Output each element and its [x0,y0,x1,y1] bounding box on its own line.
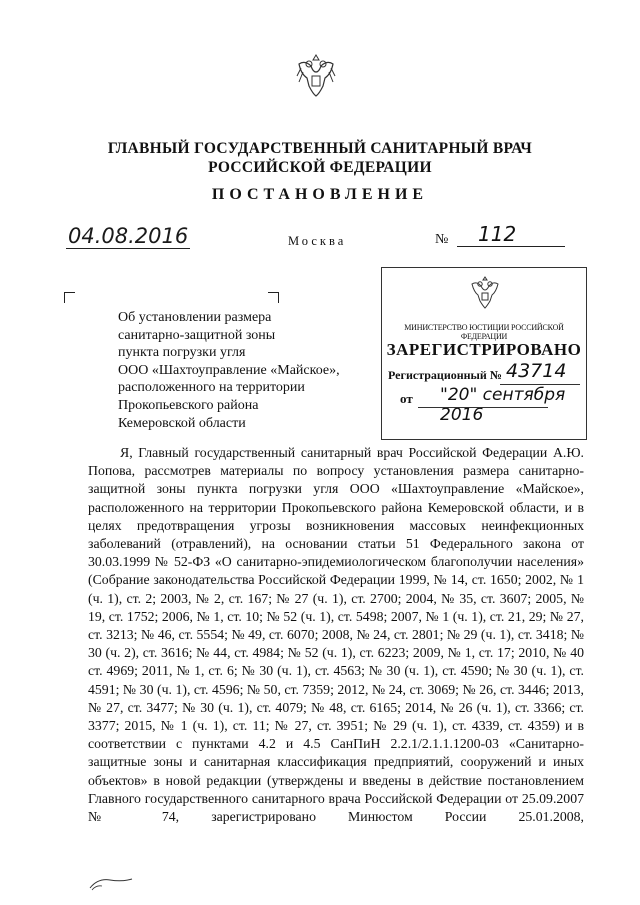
subject-corner-right [268,292,279,303]
issuer-country: РОССИЙСКОЙ ФЕДЕРАЦИИ [208,159,432,176]
signature-mark-icon [88,876,134,892]
subject-line: Кемеровской области [118,415,246,431]
number-underline [457,246,565,247]
document-type: ПОСТАНОВЛЕНИЕ [211,186,429,203]
stamp-registered: ЗАРЕГИСТРИРОВАНО [386,340,582,359]
coat-of-arms-icon [293,52,339,100]
registration-stamp [381,267,587,440]
subject-line: санитарно-защитной зоны [118,327,276,343]
document-city: Москва [288,234,347,248]
stamp-emblem-icon [468,276,502,310]
body-text [88,444,584,826]
stamp-date: "20" сентября 2016 [440,385,566,425]
document-number: 112 [478,222,517,246]
subject-block [118,309,340,432]
subject-line: Прокопьевского района [118,397,259,413]
number-label: № [435,232,449,247]
stamp-date-underline [418,407,548,408]
subject-line: пункта погрузки угля [118,345,246,361]
document-date: 04.08.2016 [68,224,189,248]
stamp-from-label: от [400,391,413,406]
subject-line: расположенного на территории [118,380,305,396]
stamp-number-label: Регистрационный № [388,368,502,382]
stamp-number: 43714 [506,360,567,382]
subject-corner-left [64,292,75,303]
issuer-title: ГЛАВНЫЙ ГОСУДАРСТВЕННЫЙ САНИТАРНЫЙ ВРАЧ [107,140,533,157]
subject-line: ООО «Шахтоуправление «Майское», [118,362,340,378]
subject-line: Об установлении размера [118,310,272,325]
body-paragraph: Я, Главный государственный санитарный врач Российской Федерации А.Ю. Попова, рассмотрев материалы по вопросу установления размера санитарно-защитной зоны пункта погрузки угля ООО «Шахтоуправление «Майское», расположенного на территории Прокопьевского района Кемеровской области, и в целях предотвращения угрозы возникновения массовых неинфекционных заболеваний (отравлений), на основании статьи 51 Федерального закона от 30.03.1999 № 52-ФЗ «О санитарно-эпидемиологическом благополучии населения» (Собрание законодательства Российской Федерации 1999, № 14, ст. 1650; 2002, № 1 (ч. 1), ст. 2; 2003, № 2, ст. 167; № 27 (ч. 1), ст. 2700; 2004, № 35, ст. 3607; 2005, № 19, ст. 1752; 2006, № 1, ст. 10; № 52 (ч. 1), ст. 5498; 2007, № 1 (ч. 1), ст. 21, 29; № 27, ст. 3213; № 46, ст. 5554; № 49, ст. 6070; 2008, № 24, ст. 2801; № 29 (ч. 1), ст. 3418; № 30 (ч. 2), ст. 3616; № 44, ст. 4984; № 52 (ч. 1), ст. 6223; 2009, № 1, ст. 17; 2010, № 40 ст. 4969; 2011, № 1, ст. 6; № 30 (ч. 1), ст. 4563; № 30 (ч. 1), ст. 4590; № 30 (ч. 1), ст. 4591; № 30 (ч. 1), ст. 4596; № 50, ст. 7359; 2012, № 24, ст. 3069; № 26, ст. 3446; 2013, № 27, ст. 3477; № 30 (ч. 1), ст. 4079; № 48, ст. 6165; 2014, № 26 (ч. 1), ст. 3366; ст. 3377; 2015, № 1 (ч. 1), ст. 11; № 27, ст. 3951; № 29 (ч. 1), ст. 4339, ст. 4359) и в соответствии с пунктами 4.2 и 4.5 СанПиН 2.2.1/2.1.1.1200-03 «Санитарно-защитные зоны и санитарная классификация предприятий, сооружений и иных объектов» в новой редакции (утверждены и введены в действие постановлением Главного государственного санитарного врача Российской Федерации от 25.09.2007 № 74, зарегистрировано Минюстом России 25.01.2008, [88,445,584,825]
stamp-ministry: МИНИСТЕРСТВО ЮСТИЦИИ РОССИЙСКОЙ ФЕДЕРАЦИИ [404,323,564,341]
